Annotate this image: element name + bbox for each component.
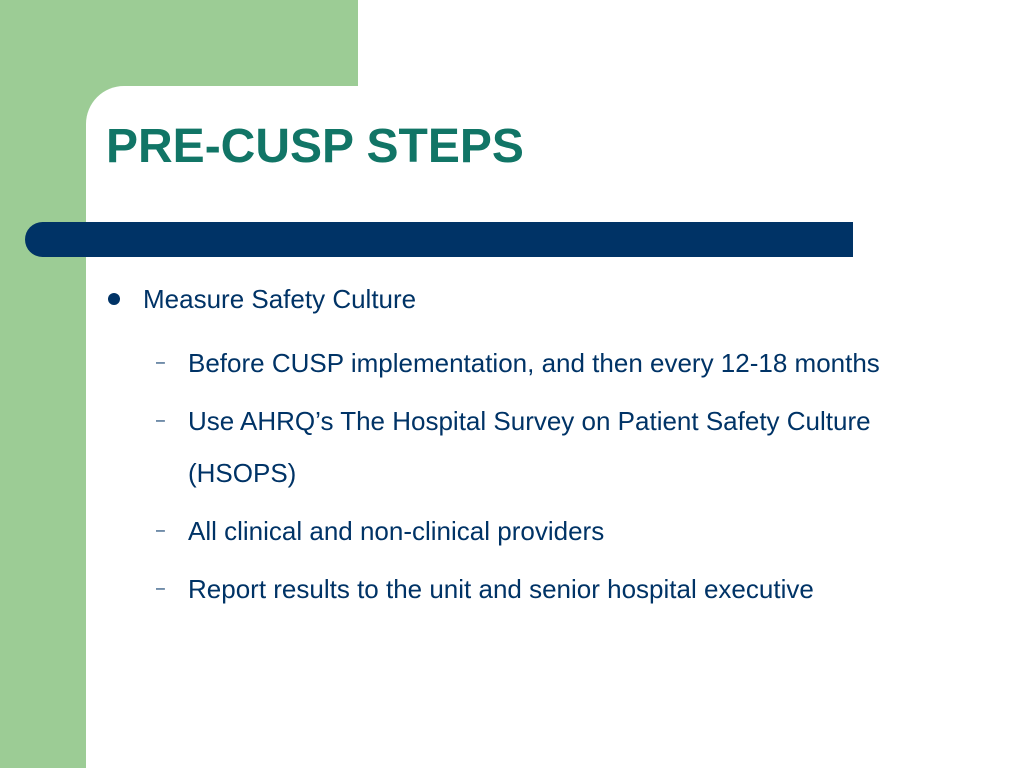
sub-bullet-text: Report results to the unit and senior hospital executive <box>188 574 814 604</box>
sub-bullet-item <box>106 563 958 615</box>
dash-icon: – <box>156 354 165 371</box>
sub-bullet-item <box>106 395 958 499</box>
dash-icon: – <box>156 580 165 597</box>
sub-bullet-text: All clinical and non-clinical providers <box>188 516 605 546</box>
dash-icon: – <box>156 412 165 429</box>
bullet-list <box>106 280 986 621</box>
bullet-text: Measure Safety Culture <box>143 284 417 314</box>
sub-bullet-list <box>106 337 986 615</box>
sub-bullet-item <box>106 505 958 557</box>
slide-title: PRE-CUSP STEPS <box>106 120 524 173</box>
sub-bullet-text: Use AHRQ’s The Hospital Survey on Patient Safety Culture (HSOPS) <box>188 406 871 488</box>
bullet-item <box>106 280 986 318</box>
sub-bullet-item <box>106 337 958 389</box>
title-underline-bar <box>25 222 853 257</box>
bullet-dot-icon <box>108 293 120 305</box>
sub-bullet-text: Before CUSP implementation, and then every 12-18 months <box>188 348 880 378</box>
dash-icon: – <box>156 522 165 539</box>
